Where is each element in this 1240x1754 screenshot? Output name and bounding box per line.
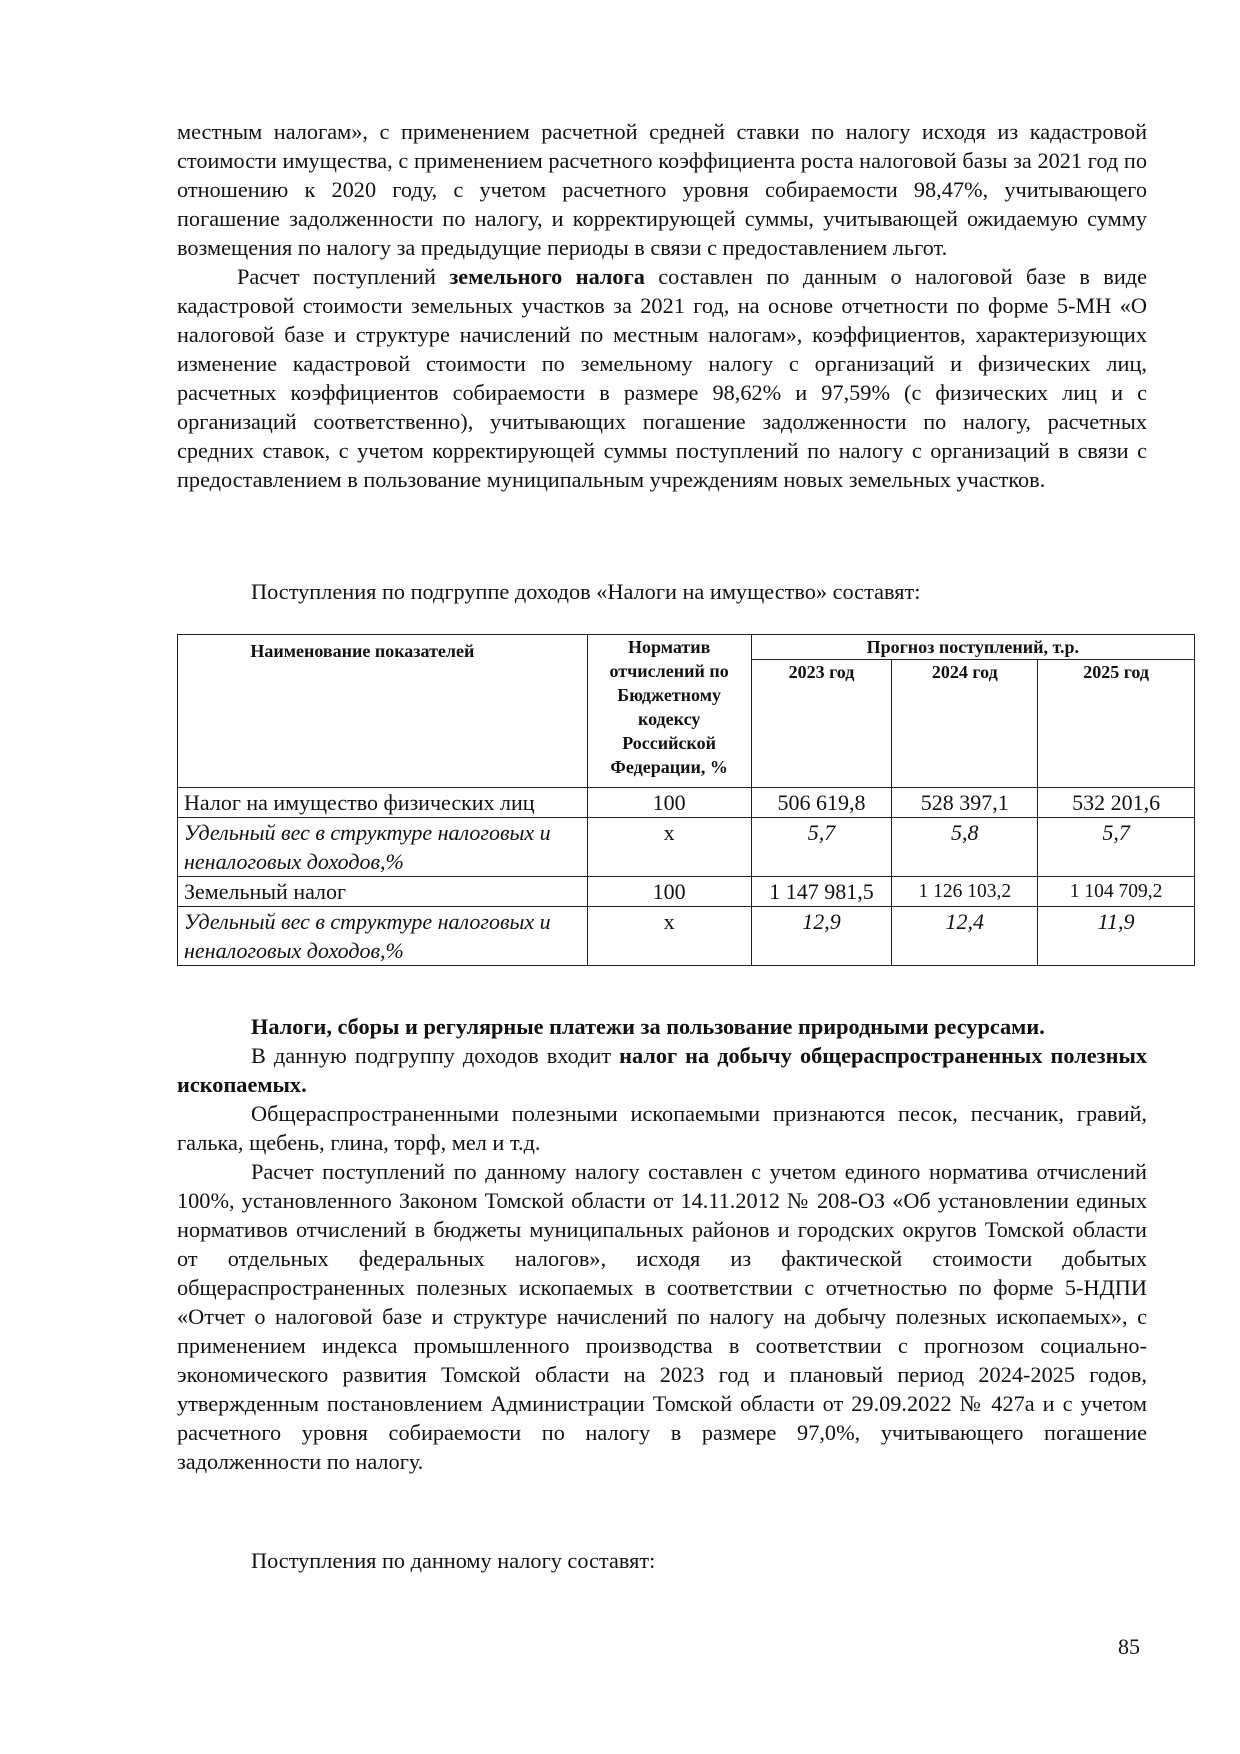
- table-row: [178, 907, 1195, 966]
- table-intro-2: Поступления по данному налогу составят:: [251, 1548, 656, 1573]
- row-2023: 1 147 981,5: [751, 877, 892, 907]
- row-2023: 5,7: [751, 818, 892, 877]
- table-row: [178, 788, 1195, 818]
- row-2025: 1 104 709,2: [1038, 877, 1195, 907]
- row-2025: 11,9: [1038, 907, 1195, 966]
- row-name: Удельный вес в структуре налоговых и неналоговых доходов,%: [178, 818, 588, 877]
- table-row: [178, 877, 1195, 907]
- table-intro: Поступления по подгруппе доходов «Налоги на имущество» составят:: [251, 579, 921, 604]
- row-norm: х: [587, 818, 751, 877]
- table-row: [178, 818, 1195, 877]
- row-2024: 528 397,1: [892, 788, 1038, 818]
- col-header-name: Наименование показателей: [178, 635, 588, 788]
- row-norm: 100: [587, 877, 751, 907]
- body-text-bottom: [177, 1012, 1147, 1476]
- col-header-2024: 2024 год: [892, 660, 1038, 788]
- row-2025: 532 201,6: [1038, 788, 1195, 818]
- row-name: Земельный налог: [178, 877, 588, 907]
- row-norm: х: [587, 907, 751, 966]
- row-name: Удельный вес в структуре налоговых и неналоговых доходов,%: [178, 907, 588, 966]
- col-header-norm: Норматив отчислений по Бюджетному кодексу Российской Федерации, %: [587, 635, 751, 788]
- row-2024: 12,4: [892, 907, 1038, 966]
- row-norm: 100: [587, 788, 751, 818]
- paragraph-mining-tax-calc: Расчет поступлений по данному налогу составлен с учетом единого норматива отчислений 100%, установленного Законом Томской области от 14.11.2012 № 208-ОЗ «Об установлении единых нормативов отчислений в бюджеты муниципальных районов и городских округов Томской области от отдельных федеральных налогов», исходя из фактической стоимости добытых общераспространенных полезных ископаемых в соответствии с отчетностью по форме 5-НДПИ «Отчет о налоговой базе и структуре начислений по налогу на добычу полезных ископаемых», с применением индекса промышленного производства в соответствии с прогнозом социально-экономического развития Томской области на 2023 год и плановый период 2024-2025 годов, утвержденным постановлением Администрации Томской области от 29.09.2022 № 427а и с учетом расчетного уровня собираемости по налогу в размере 97,0%, учитывающего погашение задолженности по налогу.: [177, 1159, 1147, 1474]
- row-2024: 5,8: [892, 818, 1038, 877]
- col-header-2023: 2023 год: [751, 660, 892, 788]
- col-header-2025: 2025 год: [1038, 660, 1195, 788]
- row-name: Налог на имущество физических лиц: [178, 788, 588, 818]
- paragraph-minerals-list: Общераспространенными полезными ископаемыми признаются песок, песчаник, гравий, галька, щебень, глина, торф, мел и т.д.: [177, 1101, 1147, 1155]
- row-2025: 5,7: [1038, 818, 1195, 877]
- row-2023: 12,9: [751, 907, 892, 966]
- col-header-forecast: Прогноз поступлений, т.р.: [751, 635, 1194, 660]
- paragraph-subgroup: В данную подгруппу доходов входит налог на добычу общераспространенных полезных ископаемых.: [177, 1043, 1148, 1097]
- property-tax-table: [177, 634, 1195, 966]
- mining-tax-term: налог на добычу общераспространенных полезных ископаемых.: [177, 1043, 1148, 1097]
- land-tax-term: земельного налога: [449, 264, 645, 289]
- section-heading: Налоги, сборы и регулярные платежи за пользование природными ресурсами.: [251, 1014, 1045, 1039]
- paragraph-property-tax-calc: местным налогам», с применением расчетной средней ставки по налогу исходя из кадастровой стоимости имущества, с применением расчетного коэффициента роста налоговой базы за 2021 год по отношению к 2020 году, с учетом расчетного уровня собираемости 98,47%, учитывающего погашение задолженности по налогу, и корректирующей суммы, учитывающей ожидаемую сумму возмещения по налогу за предыдущие периоды в связи с предоставлением льгот.: [177, 119, 1147, 260]
- page-number: 85: [1118, 1634, 1140, 1659]
- body-text-top: [177, 117, 1147, 494]
- row-2023: 506 619,8: [751, 788, 892, 818]
- row-2024: 1 126 103,2: [892, 877, 1038, 907]
- paragraph-land-tax-calc: Расчет поступлений земельного налога составлен по данным о налоговой базе в виде кадастровой стоимости земельных участков за 2021 год, на основе отчетности по форме 5-МН «О налоговой базе и структуре начислений по местным налогам», коэффициентов, характеризующих изменение кадастровой стоимости по земельному налогу с организаций и физических лиц, расчетных коэффициентов собираемости в размере 98,62% и 97,59% (с физических лиц и с организаций соответственно), учитывающих погашение задолженности по налогу, расчетных средних ставок, с учетом корректирующей суммы поступлений по налогу с организаций в связи с предоставлением в пользование муниципальным учреждениям новых земельных участков.: [177, 264, 1147, 492]
